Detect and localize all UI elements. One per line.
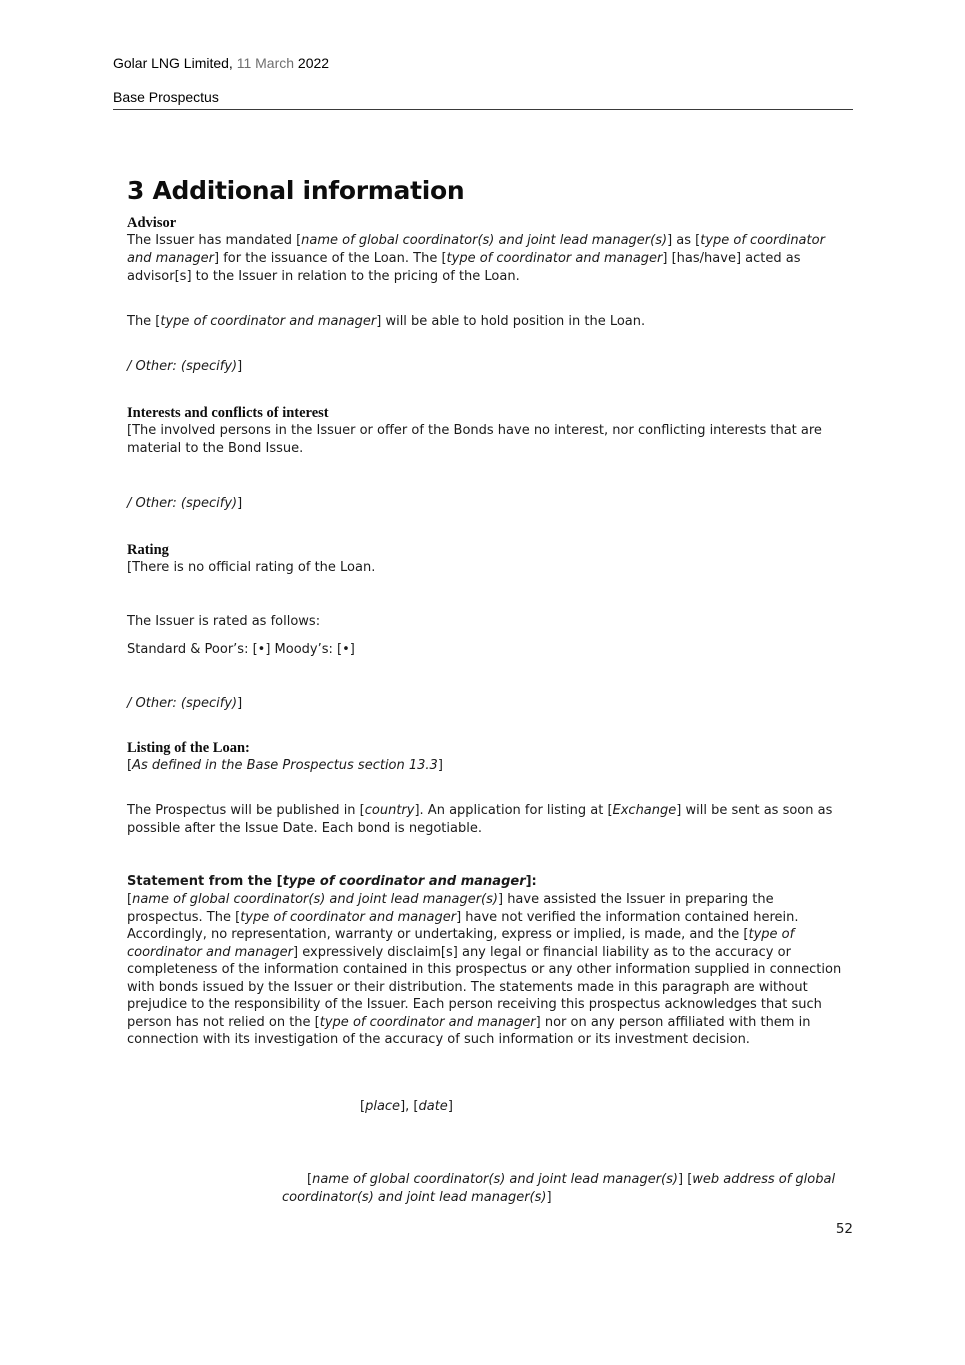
section-statement xyxy=(127,873,853,1049)
text-segment: type of coordinator and manager xyxy=(127,233,825,266)
text-segment: Exchange xyxy=(612,803,677,818)
text-segment: ] xyxy=(237,359,243,374)
text-segment: ] will be able to hold position in the Loan. xyxy=(376,314,646,329)
text-segment: ] nor on any person affiliated with them in connection with its investigation of the accuracy of such information or its investment decision. xyxy=(127,1014,811,1047)
page-title: 3 Additional information xyxy=(127,176,465,205)
text-segment: ] for the issuance of the Loan. The [ xyxy=(214,251,447,266)
text-segment: ]. An application for listing at [ xyxy=(414,803,613,818)
text-segment: [There is no official rating of the Loan. xyxy=(127,560,376,575)
text-segment: name of global coordinator(s) and joint lead manager(s) xyxy=(132,892,498,907)
text-segment: [The involved persons in the Issuer or offer of the Bonds have no interest, nor conflicting interests that are material to the Bond Issue. xyxy=(127,423,822,456)
text-segment: type of coordinator and manager xyxy=(282,874,526,889)
text-segment: The Prospectus will be published in [ xyxy=(127,803,365,818)
header-doc-type: Base Prospectus xyxy=(113,89,853,110)
text-segment: ] as [ xyxy=(667,233,701,248)
advisor-paragraph-1 xyxy=(127,232,853,286)
listing-paragraph xyxy=(127,802,853,838)
text-segment: date xyxy=(418,1098,448,1114)
text-segment: ] xyxy=(237,696,243,711)
text-segment: The [ xyxy=(127,314,161,329)
text-segment: ] xyxy=(546,1189,552,1205)
text-segment: / Other: (specify) xyxy=(127,496,238,511)
text-segment: The Issuer is rated as follows: xyxy=(127,614,321,629)
header-company-date xyxy=(113,55,853,72)
text-segment: type of coordinator and manager xyxy=(319,1014,536,1030)
text-segment: Statement from the [ xyxy=(127,874,283,889)
text-segment: ] xyxy=(437,758,443,773)
interests-heading: Interests and conflicts of interest xyxy=(127,405,329,421)
text-segment: As defined in the Base Prospectus section 13.3 xyxy=(132,758,438,773)
text-segment: / Other: (specify) xyxy=(127,696,238,711)
interests-paragraph xyxy=(127,422,853,458)
text-segment: name of global coordinator(s) and joint lead manager(s) xyxy=(312,1171,678,1187)
text-segment: [ xyxy=(360,1098,366,1114)
text-segment: ]: xyxy=(525,874,537,889)
text-segment: name of global coordinator(s) and joint lead manager(s) xyxy=(301,233,668,248)
section-interests xyxy=(127,404,853,513)
rating-agencies-line xyxy=(127,641,853,659)
advisor-paragraph-2 xyxy=(127,313,853,331)
text-segment: Standard & Poor’s: [•] Moody’s: [•] xyxy=(127,642,355,657)
text-segment: ] xyxy=(447,1098,453,1114)
text-segment: ] expressively disclaim[s] any legal or financial liability as to the accuracy or completeness of the information contained in this prospectus or any other information supplied in connection with bonds issued by the Issuer or their distribution. The statements made in this paragraph are without prejudice to the responsibility of the Issuer. Each person receiving this prospectus acknowledges that such person has not relied on the [ xyxy=(127,944,842,1030)
rating-heading: Rating xyxy=(127,542,169,558)
text-segment: type of coordinator and manager xyxy=(127,927,795,960)
text-segment: type of coordinator and manager xyxy=(446,251,663,266)
text-segment: country xyxy=(364,803,415,818)
section-listing xyxy=(127,739,853,838)
text-segment: [ xyxy=(307,1171,313,1187)
text-segment: / Other: (specify) xyxy=(127,359,238,374)
rating-statement xyxy=(127,613,853,631)
text-segment: ] have assisted the Issuer in preparing the prospectus. The [ xyxy=(127,892,774,925)
page-content xyxy=(127,176,853,1207)
text-segment: ] [has/have] acted as advisor[s] to the Issuer in relation to the pricing of the Loan. xyxy=(127,251,801,284)
text-segment: [ xyxy=(127,758,133,773)
text-segment: Golar LNG Limited, xyxy=(113,55,237,71)
listing-heading: Listing of the Loan: xyxy=(127,740,250,756)
text-segment: ] will be sent as soon as possible after the Issue Date. Each bond is negotiable. xyxy=(127,803,833,836)
text-segment: ] xyxy=(237,496,243,511)
advisor-other-line xyxy=(127,358,853,376)
rating-paragraph-1 xyxy=(127,559,853,577)
text-segment: ], [ xyxy=(400,1098,419,1114)
text-segment: [ xyxy=(127,892,133,907)
text-segment: web address of global coordinator(s) and joint lead manager(s) xyxy=(282,1171,836,1205)
statement-heading xyxy=(127,873,853,891)
statement-paragraph xyxy=(127,891,853,1049)
signature-names xyxy=(282,1171,853,1207)
text-segment: type of coordinator and manager xyxy=(240,909,457,925)
rating-other-line xyxy=(127,695,853,713)
advisor-heading: Advisor xyxy=(127,215,177,231)
interests-other-line xyxy=(127,495,853,513)
section-advisor xyxy=(127,214,853,376)
text-segment: place xyxy=(365,1098,401,1114)
page-number: 52 xyxy=(835,1221,853,1237)
text-segment: 2022 xyxy=(294,55,330,71)
text-segment: 11 March xyxy=(236,55,295,71)
signature-place-date xyxy=(360,1098,853,1116)
text-segment: type of coordinator and manager xyxy=(160,314,377,329)
listing-reference-line xyxy=(127,757,853,775)
text-segment: The Issuer has mandated [ xyxy=(127,233,302,248)
text-segment: ] [ xyxy=(677,1171,693,1187)
section-rating xyxy=(127,541,853,713)
text-segment: ] have not verified the information contained herein. Accordingly, no representation, warranty or undertaking, express or implied, is made, and the [ xyxy=(127,909,799,942)
